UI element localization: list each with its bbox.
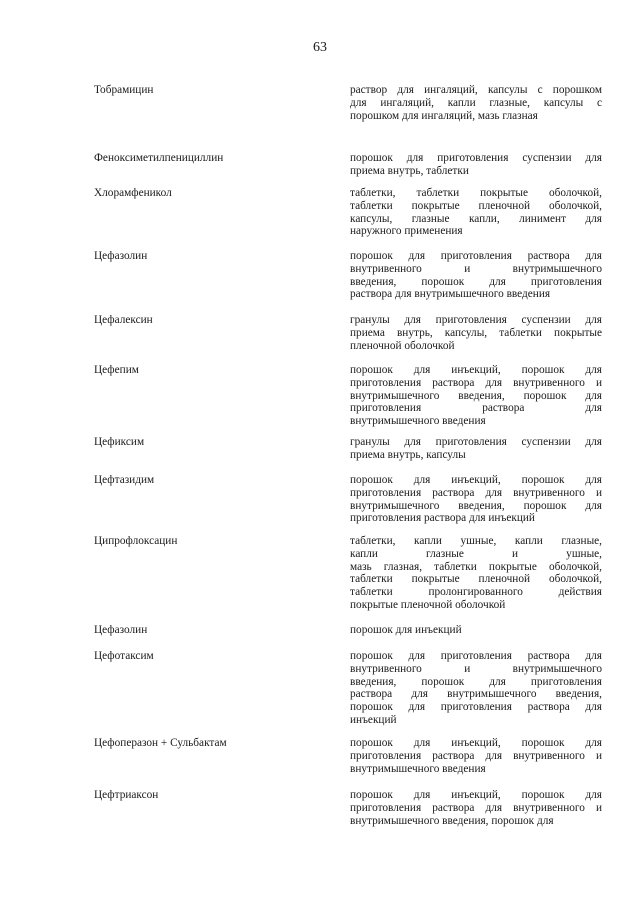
dosage-form-line: таблетки покрытые пленочной оболочкой, (350, 199, 602, 212)
dosage-form-line: гранулы для приготовления суспензии для (350, 314, 602, 326)
dosage-forms (350, 737, 602, 775)
dosage-forms (350, 84, 602, 122)
dosage-form-line: наружного применения (350, 225, 463, 238)
dosage-form-line: введения, порошок для приготовления (350, 675, 602, 688)
dosage-form-line: порошок для инъекций, порошок для (350, 737, 602, 749)
dosage-form-line: пленочной оболочкой (350, 339, 455, 352)
dosage-forms (350, 250, 602, 301)
dosage-form-line: внутримышечного введения, порошок для (350, 389, 602, 402)
dosage-form-line: приготовления раствора для внутривенного и (350, 376, 602, 389)
drug-name: Хлорамфеникол (94, 187, 172, 199)
dosage-form-line: капли глазные и ушные, (350, 547, 602, 560)
dosage-forms (350, 436, 602, 462)
dosage-form-line: приема внутрь, таблетки (350, 164, 469, 177)
dosage-form-line: капсулы, глазные капли, линимент для (350, 212, 602, 225)
dosage-form-line: порошком для ингаляций, мазь глазная (350, 109, 538, 122)
drug-name: Цефазолин (94, 250, 148, 262)
dosage-form-line: приготовления раствора для внутривенного и (350, 801, 602, 814)
page-number: 63 (313, 40, 327, 55)
dosage-form-line: порошок для инъекций, порошок для (350, 364, 602, 376)
dosage-forms (350, 624, 602, 637)
dosage-forms (350, 364, 602, 428)
dosage-form-line: порошок для приготовления раствора для (350, 701, 602, 714)
dosage-form-line: порошок для приготовления раствора для (350, 650, 602, 662)
dosage-form-line: внутривенного и внутримышечного (350, 262, 602, 275)
dosage-form-line: раствор для ингаляций, капсулы с порошком (350, 84, 602, 96)
dosage-form-line: внутримышечного введения (350, 762, 486, 775)
dosage-form-line: таблетки пролонгированного действия (350, 586, 602, 599)
dosage-form-line: раствора для внутримышечного введения, (350, 688, 602, 701)
dosage-form-line: порошок для инъекций (350, 624, 462, 636)
dosage-form-line: приема внутрь, капсулы (350, 448, 466, 461)
drug-name: Цефазолин (94, 624, 148, 636)
dosage-form-line: таблетки покрытые пленочной оболочкой, (350, 573, 602, 586)
dosage-forms (350, 474, 602, 525)
drug-name: Цефалексин (94, 314, 153, 326)
dosage-form-line: внутримышечного введения, порошок для (350, 814, 554, 827)
dosage-form-line: приготовления раствора для внутривенного и (350, 749, 602, 762)
dosage-forms (350, 187, 602, 238)
dosage-form-line: покрытые пленочной оболочкой (350, 598, 506, 611)
dosage-form-line: порошок для инъекций, порошок для (350, 474, 602, 486)
dosage-form-line: внутримышечного введения, порошок для (350, 499, 602, 512)
dosage-form-line: раствора для внутримышечного введения (350, 288, 551, 301)
dosage-form-line: приготовления раствора для внутривенного и (350, 486, 602, 499)
dosage-forms (350, 152, 602, 178)
drug-name: Тобрамицин (94, 84, 154, 96)
dosage-forms (350, 789, 602, 827)
dosage-form-line: приготовления раствора для инъекций (350, 512, 535, 525)
dosage-forms (350, 650, 602, 727)
dosage-form-line: таблетки, таблетки покрытые оболочкой, (350, 187, 602, 199)
drug-name: Цефотаксим (94, 650, 154, 662)
dosage-form-line: внутривенного и внутримышечного (350, 662, 602, 675)
dosage-form-line: внутримышечного введения (350, 415, 486, 428)
dosage-form-line: порошок для приготовления суспензии для (350, 152, 602, 164)
drug-name: Ципрофлоксацин (94, 535, 178, 547)
dosage-forms (350, 314, 602, 352)
dosage-form-line: инъекций (350, 713, 397, 726)
drug-name: Цефоперазон + Сульбактам (94, 737, 227, 749)
dosage-form-line: приготовления раствора для (350, 402, 602, 415)
drug-name: Цефепим (94, 364, 139, 376)
dosage-form-line: для ингаляций, капли глазные, капсулы с (350, 96, 602, 109)
dosage-forms (350, 535, 602, 612)
dosage-form-line: порошок для инъекций, порошок для (350, 789, 602, 801)
dosage-form-line: введения, порошок для приготовления (350, 275, 602, 288)
dosage-form-line: гранулы для приготовления суспензии для (350, 436, 602, 448)
drug-name: Феноксиметилпенициллин (94, 152, 224, 164)
dosage-form-line: мазь глазная, таблетки покрытые оболочкой, (350, 560, 602, 573)
drug-name: Цефтриаксон (94, 789, 159, 801)
dosage-form-line: таблетки, капли ушные, капли глазные, (350, 535, 602, 547)
dosage-form-line: приема внутрь, капсулы, таблетки покрытые (350, 326, 602, 339)
drug-name: Цефиксим (94, 436, 145, 448)
dosage-form-line: порошок для приготовления раствора для (350, 250, 602, 262)
drug-name: Цефтазидим (94, 474, 155, 486)
